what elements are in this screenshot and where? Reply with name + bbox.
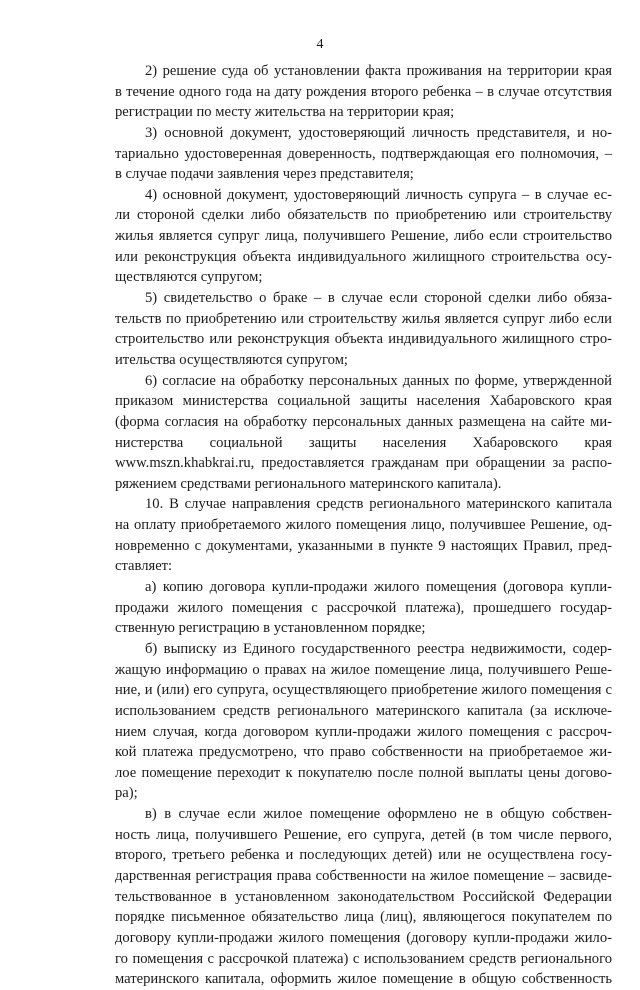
text-line: в течение одного года на дату рождения второго ребенка – в случае отсутствия <box>115 83 612 100</box>
paragraph-6 <box>115 371 612 495</box>
text-line: регистрации по месту жительства на территории края; <box>115 104 455 121</box>
paragraph-10 <box>115 494 612 577</box>
paragraph-a <box>115 577 612 639</box>
text-line: материнского капитала, оформить жилое помещение в общую собственность <box>115 971 612 988</box>
text-line: нием случая, когда договором купли-продажи жилого помещения с рассроч- <box>115 723 612 740</box>
paragraph-4 <box>115 185 612 288</box>
text-line: тельствованное в установленном законодательством Российской Федерации <box>115 888 612 905</box>
text-line: тариально удостоверенная доверенность, подтверждающая его полномочия, – <box>115 145 612 162</box>
text-line: ра); <box>115 785 138 802</box>
text-line: ряжением средствами регионального материнского капитала). <box>115 475 502 492</box>
text-line: www.mszn.khabkrai.ru, предоставляется гражданам при обращении за распо- <box>115 455 612 472</box>
text-line: приказом министерства социальной защиты населения Хабаровского края <box>115 393 612 410</box>
text-line: 5) свидетельство о браке – в случае если стороной сделки либо обяза- <box>145 290 612 307</box>
text-line: 3) основной документ, удостоверяющий личность представителя, и но- <box>145 124 612 141</box>
text-line: нистерства социальной защиты населения Хабаровского края <box>115 434 612 451</box>
text-line: (форма согласия на обработку персональных данных размещена на сайте ми- <box>115 413 612 430</box>
text-line: 6) согласие на обработку персональных данных по форме, утвержденной <box>145 372 612 389</box>
text-line: в случае подачи заявления через представителя; <box>115 166 414 183</box>
document-body <box>115 61 612 990</box>
text-line: договору купли-продажи жилого помещения (договору купли-продажи жило- <box>115 929 612 946</box>
text-line: тельств по приобретению или строительству жилья является супруг либо если <box>115 310 612 327</box>
text-line: 4) основной документ, удостоверяющий личность супруга – в случае ес- <box>145 186 612 203</box>
text-line: или реконструкция объекта индивидуального жилищного строительства осу- <box>115 248 612 265</box>
text-line: ительства осуществляются супругом; <box>115 351 348 368</box>
text-line: порядке письменное обязательство лица (лиц), являющегося покупателем по <box>115 909 612 926</box>
text-line: лое помещение переходит к покупателю после полной выплаты цены догово- <box>115 764 612 781</box>
text-line: кой платежа предусмотрено, что право собственности на приобретаемое жи- <box>115 744 612 761</box>
text-line: б) выписку из Единого государственного реестра недвижимости, содер- <box>145 640 612 657</box>
text-line: продажи жилого помещения с рассрочкой платежа), прошедшего государ- <box>115 599 612 616</box>
text-line: в) в случае если жилое помещение оформлено не в общую собствен- <box>145 806 612 823</box>
text-line: 2) решение суда об установлении факта проживания на территории края <box>145 63 612 79</box>
text-line: 10. В случае направления средств регионального материнского капитала <box>145 496 612 513</box>
page-number: 4 <box>316 37 324 52</box>
text-line: ность лица, получившего Решение, его супруга, детей (в том числе первого, <box>115 826 612 843</box>
paragraph-3 <box>115 123 612 185</box>
text-line: второго, третьего ребенка и последующих детей) или не осуществлена госу- <box>115 847 612 864</box>
text-line: новременно с документами, указанными в пункте 9 настоящих Правил, пред- <box>115 537 612 554</box>
paragraph-b <box>115 639 612 804</box>
text-line: ственную регистрацию в установленном порядке; <box>115 620 426 637</box>
text-line: на оплату приобретаемого жилого помещения лицо, получившее Решение, од- <box>115 517 612 534</box>
text-line: жилья является супруг лица, получившего Решение, либо если строительство <box>115 228 612 245</box>
text-line: дарственная регистрация права собственности на жилое помещение – засвиде- <box>115 867 612 884</box>
text-line: а) копию договора купли-продажи жилого помещения (договора купли- <box>145 579 612 596</box>
paragraph-5 <box>115 288 612 371</box>
text-line: ние, и (или) его супруга, осуществляющего приобретение жилого помещения с <box>115 682 612 699</box>
text-line: го помещения с рассрочкой платежа) с использованием средств регионального <box>115 950 612 967</box>
paragraph-v <box>115 804 612 990</box>
text-line: ставляет: <box>115 558 173 575</box>
text-line: ществляются супругом; <box>115 269 263 286</box>
paragraph-2 <box>115 61 612 123</box>
text-line: ли стороной сделки либо обязательств по приобретению или строительству <box>115 207 612 224</box>
text-line: жащую информацию о правах на жилое помещение лица, получившего Реше- <box>115 661 612 678</box>
text-line: использованием средств регионального материнского капитала (за исключе- <box>115 702 612 719</box>
text-line: строительство или реконструкция объекта индивидуального жилищного стро- <box>115 331 612 348</box>
